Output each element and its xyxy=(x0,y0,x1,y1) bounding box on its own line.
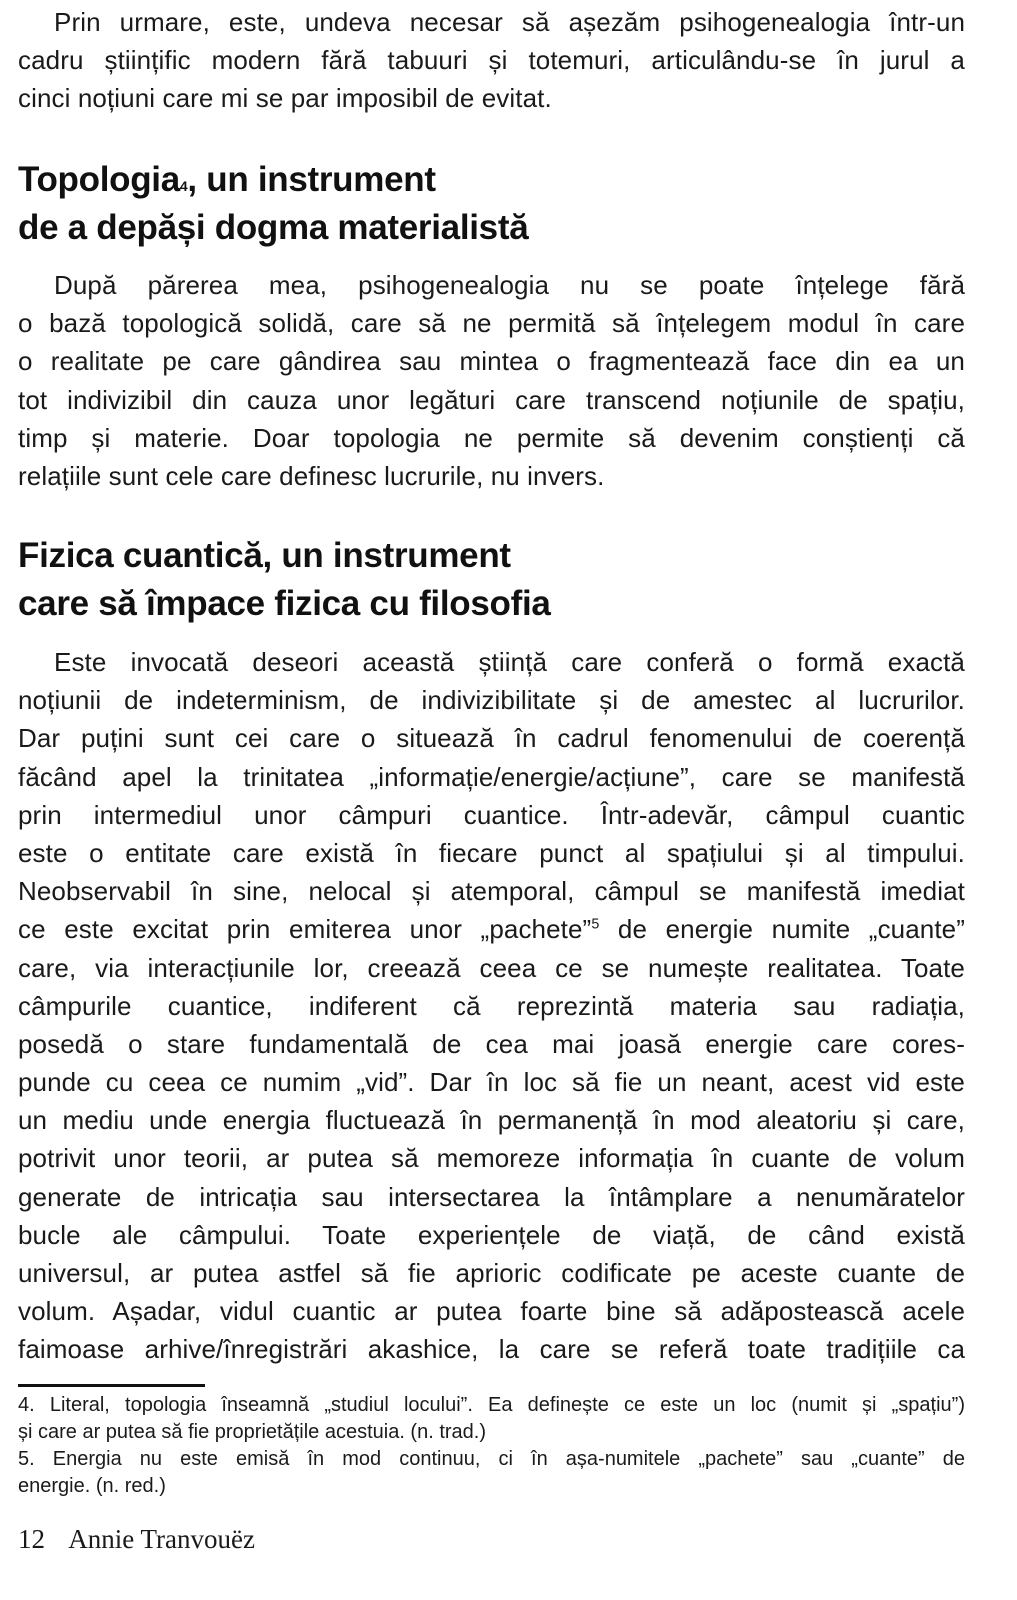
footnote-line: și care ar putea să fie proprietățile acestuia. (n. trad.) xyxy=(18,1421,487,1443)
intro-paragraph xyxy=(18,3,965,118)
heading-line: de a depăși dogma materialistă xyxy=(18,208,529,247)
page-footer xyxy=(18,1524,255,1555)
paragraph-line: posedă o stare fundamentală de cea mai joasă energie care cores- xyxy=(18,1028,965,1059)
heading-line: Fizica cuantică, un instrument xyxy=(18,536,511,575)
paragraph-line: punde cu ceea ce numim „vid”. Dar în loc să fie un neant, acest vid este xyxy=(18,1067,965,1098)
paragraph-line: bucle ale câmpului. Toate experiențele de viață, de când există xyxy=(18,1219,965,1250)
footnotes xyxy=(18,1392,965,1500)
paragraph-line: un mediu unde energia fluctuează în permanență în mod aleatoriu și care, xyxy=(18,1105,965,1136)
paragraph-line: câmpurile cuantice, indiferent că reprezintă materia sau radiația, xyxy=(18,990,965,1021)
footnote-line: energie. (n. red.) xyxy=(18,1475,166,1497)
fizica-paragraph xyxy=(18,643,965,1369)
heading-line xyxy=(18,156,528,204)
topologia-paragraph xyxy=(18,266,965,495)
paragraph-line: generate de intricația sau intersectarea la întâmplare a nenumăratelor xyxy=(18,1181,965,1212)
line-text: ce este excitat prin emiterea unor „pachete” xyxy=(18,914,592,945)
footnote-line: 4. Literal, topologia înseamnă „studiul locului”. Ea definește ce este un loc (numit și „spațiu”) xyxy=(18,1394,965,1416)
paragraph-line: făcând apel la trinitatea „informație/energie/acțiune”, care se manifestă xyxy=(18,761,965,792)
paragraph-line xyxy=(18,910,965,948)
paragraph-line: relațiile sunt cele care definesc lucrurile, nu invers. xyxy=(18,460,605,491)
paragraph-line: tot indivizibil din cauza unor legături care transcend noțiunile de spațiu, xyxy=(18,384,965,415)
paragraph-line: timp și materie. Doar topologia ne permite să devenim conștienți că xyxy=(18,422,965,453)
paragraph-line: cadru științific modern fără tabuuri și totemuri, articulându-se în jurul a xyxy=(18,45,965,76)
paragraph-line: universul, ar putea astfel să fie aprioric codificate pe aceste cuante de xyxy=(18,1258,965,1288)
paragraph-line: este o entitate care există în fiecare punct al spațiului și al timpului. xyxy=(18,837,965,868)
paragraph-line: noțiunii de indeterminism, de indivizibilitate și de amestec al lucrurilor. xyxy=(18,685,965,716)
line-text: de energie numite „cuante” xyxy=(599,914,965,945)
heading-text: , un instrument xyxy=(187,160,436,199)
page-number: 12 xyxy=(18,1524,45,1554)
footnote-divider xyxy=(18,1384,205,1387)
footnote-ref-5[interactable]: 5 xyxy=(591,916,600,933)
paragraph-line: Neobservabil în sine, nelocal și atemporal, câmpul se manifestă imediat xyxy=(18,876,965,907)
heading-line: care să împace fizica cu filosofia xyxy=(18,584,551,623)
footnote-4 xyxy=(18,1392,965,1446)
paragraph-line: prin intermediul unor câmpuri cuantice. Într-adevăr, câmpul cuantic xyxy=(18,799,965,830)
section-heading-topologia xyxy=(18,156,528,252)
paragraph-line: faimoase arhive/înregistrări akashice, la care se referă toate tradițiile ca xyxy=(18,1334,965,1365)
heading-text: Topologia xyxy=(18,160,180,199)
footnote-line: 5. Energia nu este emisă în mod continuu, ci în așa-numitele „pachete” sau „cuante” de xyxy=(18,1448,965,1470)
paragraph-line: care, via interacțiunile lor, creează ceea ce se numește realitatea. Toate xyxy=(18,952,965,983)
section-heading-fizica xyxy=(18,532,551,628)
paragraph-line: o realitate pe care gândirea sau mintea o fragmentează face din ea un xyxy=(18,346,965,377)
paragraph-line: Este invocată deseori această știință care conferă o formă exactă xyxy=(54,647,965,677)
paragraph-line: volum. Așadar, vidul cuantic ar putea foarte bine să adăpostească acele xyxy=(18,1296,965,1327)
paragraph-line: După părerea mea, psihogenealogia nu se poate înțelege fără xyxy=(54,270,965,300)
author-name: Annie Tranvouëz xyxy=(68,1524,255,1554)
paragraph-line: Dar puțini sunt cei care o situează în cadrul fenomenului de coerență xyxy=(18,723,965,754)
paragraph-line: cinci noțiuni care mi se par imposibil de evitat. xyxy=(18,83,552,114)
paragraph-line: Prin urmare, este, undeva necesar să așezăm psihogenealogia într-un xyxy=(54,7,965,37)
paragraph-line: potrivit unor teorii, ar putea să memoreze informația în cuante de volum xyxy=(18,1143,965,1174)
footnote-ref-4[interactable]: 4 xyxy=(179,178,188,194)
footnote-5 xyxy=(18,1446,965,1500)
paragraph-line: o bază topologică solidă, care să ne permită să înțelegem modul în care xyxy=(18,308,965,339)
